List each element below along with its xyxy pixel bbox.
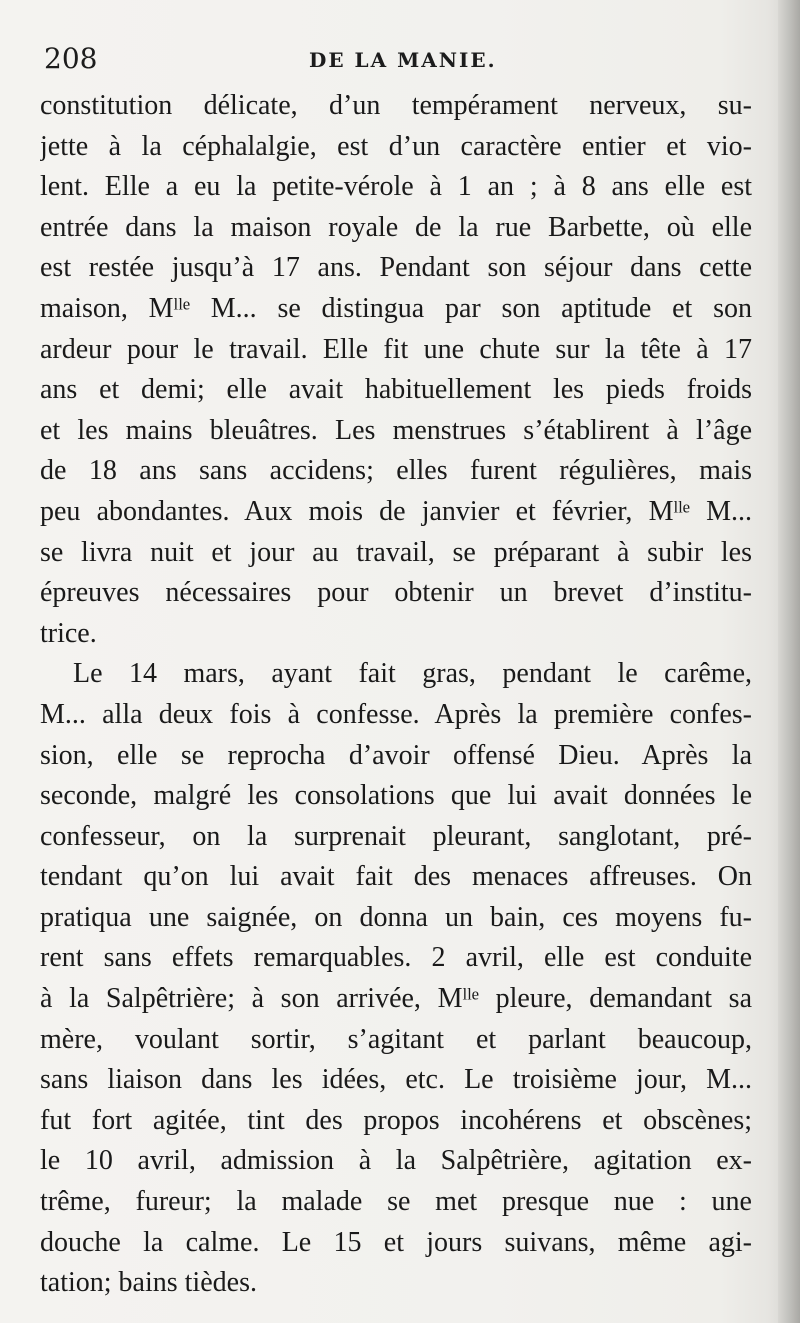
text-line: maison, Mˡˡᵉ M... se distingua par son aptitude et son [40, 292, 752, 324]
page-header [44, 42, 764, 76]
text-line: épreuves nécessaires pour obtenir un brevet d’institu- [40, 577, 752, 609]
text-line: se livra nuit et jour au travail, se préparant à subir les [40, 536, 752, 568]
page-number: 208 [44, 42, 98, 75]
running-title: DE LA MANIE. [309, 48, 497, 72]
text-line: peu abondantes. Aux mois de janvier et février, Mˡˡᵉ M... [40, 495, 752, 527]
text-line: ardeur pour le travail. Elle fit une chute sur la tête à 17 [40, 333, 752, 365]
text-line: trice. [40, 617, 97, 649]
text-line: jette à la céphalalgie, est d’un caractère entier et vio- [40, 130, 752, 162]
text-line: est restée jusqu’à 17 ans. Pendant son séjour dans cette [40, 252, 752, 284]
text-line: ans et demi; elle avait habituellement les pieds froids [40, 374, 752, 406]
text-line: fut fort agitée, tint des propos incohérens et obscènes; [40, 1104, 752, 1136]
text-line: entrée dans la maison royale de la rue Barbette, où elle [40, 211, 752, 243]
text-line: sion, elle se reprocha d’avoir offensé Dieu. Après la [40, 739, 752, 771]
text-line: tation; bains tièdes. [40, 1267, 257, 1299]
text-line: et les mains bleuâtres. Les menstrues s’établirent à l’âge [40, 414, 752, 446]
text-line: mère, voulant sortir, s’agitant et parlant beaucoup, [40, 1023, 752, 1055]
text-line: seconde, malgré les consolations que lui avait données le [40, 780, 752, 812]
text-line: à la Salpêtrière; à son arrivée, Mˡˡᵉ pleure, demandant sa [40, 983, 752, 1015]
text-line: pratiqua une saignée, on donna un bain, ces moyens fu- [40, 901, 752, 933]
body-text [40, 86, 752, 1304]
text-line: constitution délicate, d’un tempérament nerveux, su- [40, 90, 752, 121]
text-line: de 18 ans sans accidens; elles furent régulières, mais [40, 455, 752, 487]
text-line: trême, fureur; la malade se met presque nue : une [40, 1186, 752, 1218]
text-line: tendant qu’on lui avait fait des menaces affreuses. On [40, 861, 752, 893]
page-gutter-shadow [778, 0, 800, 1323]
text-line: douche la calme. Le 15 et jours suivans, même agi- [40, 1226, 752, 1258]
text-line: le 10 avril, admission à la Salpêtrière, agitation ex- [40, 1145, 752, 1177]
text-line: lent. Elle a eu la petite-vérole à 1 an ; à 8 ans elle est [40, 171, 752, 203]
text-line: Le 14 mars, ayant fait gras, pendant le carême, [73, 658, 752, 690]
text-line: rent sans effets remarquables. 2 avril, elle est conduite [40, 942, 752, 974]
text-line: confesseur, on la surprenait pleurant, sanglotant, pré- [40, 820, 752, 852]
text-line: M... alla deux fois à confesse. Après la première confes- [40, 698, 752, 730]
text-line: sans liaison dans les idées, etc. Le troisième jour, M... [40, 1064, 752, 1096]
